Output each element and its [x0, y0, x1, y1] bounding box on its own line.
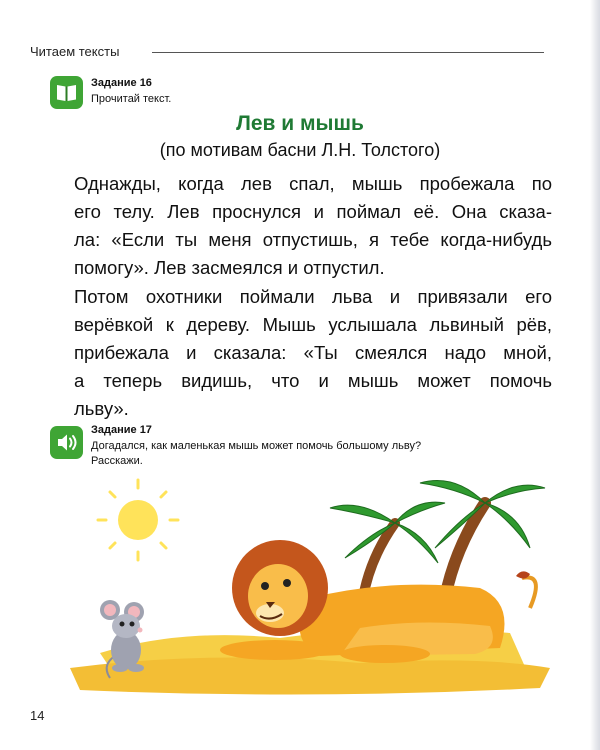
mouse-icon — [100, 600, 144, 678]
task16-instruction: Прочитай текст. — [91, 93, 172, 105]
paragraph-line: верёвкой к дереву. Мышь услышала львиный рёв, — [74, 314, 552, 335]
book-icon — [50, 76, 83, 109]
page-number: 14 — [30, 708, 45, 723]
task17-title: Задание 17 — [91, 424, 152, 436]
paragraph-line: Потом охотники поймали льва и привязали его — [74, 286, 552, 307]
paragraph-line: прибежала и сказала: «Ты смеялся надо мной, — [74, 342, 552, 363]
story-illustration — [60, 478, 560, 698]
story-title: Лев и мышь — [236, 112, 364, 135]
paragraph-line: ла: «Если ты меня отпустишь, я тебе когда-нибудь — [74, 229, 552, 250]
task17-question: Догадался, как маленькая мышь может помочь большому льву? — [91, 440, 422, 452]
story-paragraph-1 — [74, 170, 552, 282]
task16-title: Задание 16 — [91, 77, 152, 89]
task17-instruction: Расскажи. — [91, 455, 143, 467]
story-paragraph-2 — [74, 283, 552, 423]
header-divider — [152, 52, 544, 53]
paragraph-line: льву». — [74, 398, 129, 419]
paragraph-line: а теперь видишь, что и мышь может помочь — [74, 370, 552, 391]
paragraph-line: Однажды, когда лев спал, мышь пробежала по — [74, 173, 552, 194]
paragraph-line: его телу. Лев проснулся и поймал её. Она сказа- — [74, 201, 552, 222]
sun-icon — [98, 480, 178, 560]
paragraph-line: помогу». Лев засмеялся и отпустил. — [74, 257, 385, 278]
palm-tree-icon — [330, 481, 545, 599]
section-title: Читаем тексты — [30, 44, 120, 59]
speaker-icon — [50, 426, 83, 459]
story-subtitle: (по мотивам басни Л.Н. Толстого) — [159, 140, 441, 160]
